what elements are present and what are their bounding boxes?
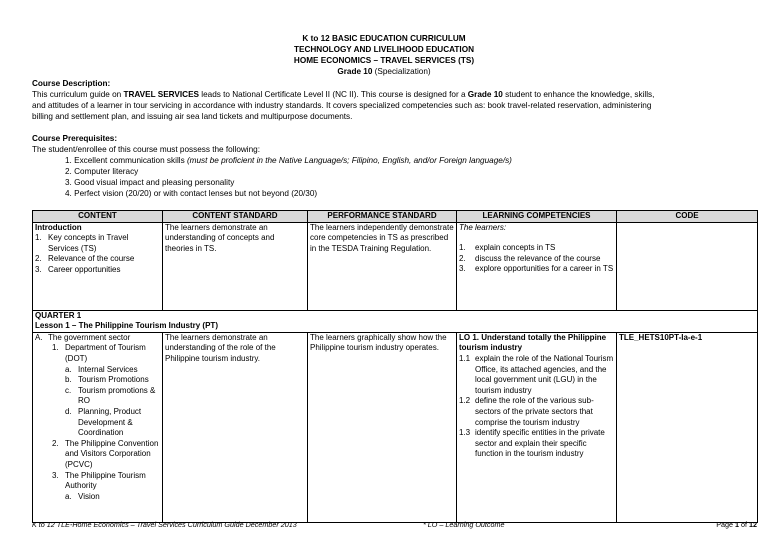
header-performance-standard: PERFORMANCE STANDARD <box>308 211 457 223</box>
lesson1-sub-list <box>52 343 160 502</box>
item-number: 1. <box>35 233 42 243</box>
header-line-3: HOME ECONOMICS – TRAVEL SERVICES (TS) <box>293 56 475 65</box>
total-pages: 12 <box>749 520 757 529</box>
item-text: Tourism Promotions <box>78 375 149 385</box>
item-text: identify specific entities in the private sector and explain their specific function in the tourism industry <box>475 428 605 459</box>
intro-code <box>617 222 758 310</box>
list-item <box>459 428 614 460</box>
course-description-line-3: billing and settlement plan, and issuing air sea land tickets and multipurpose documents. <box>32 112 353 121</box>
list-item <box>35 333 160 503</box>
list-item <box>52 471 160 503</box>
list-item <box>52 343 160 438</box>
list-item <box>65 492 160 503</box>
quarter-label: QUARTER 1 <box>35 310 82 320</box>
intro-title: Introduction <box>35 222 82 232</box>
cd-bold-2: Grade 10 <box>467 90 503 99</box>
list-item <box>459 354 614 396</box>
curriculum-table <box>32 210 758 523</box>
item-text: Career opportunities <box>48 264 121 274</box>
list-item <box>52 439 160 471</box>
lesson1-code: TLE_HETS10PT-Ia-e-1 <box>617 332 758 522</box>
footer-title: K to 12 TLE-Home Economics – Travel Services Curriculum Guide December 2013 <box>32 520 297 529</box>
course-description-heading: Course Description: <box>32 79 111 88</box>
header-grade <box>0 66 768 77</box>
item-text: Key concepts in Travel Services (TS) <box>48 233 129 253</box>
prerequisite-item-4: 4. Perfect vision (20/20) or with contact lenses but not beyond (20/30) <box>65 189 318 198</box>
lesson1-content-list <box>35 333 160 503</box>
intro-lc-list <box>459 243 614 275</box>
lesson-label: Lesson 1 – The Philippine Tourism Industry (PT) <box>35 321 218 331</box>
item-text: discuss the relevance of the course <box>475 253 601 263</box>
page-prefix: Page <box>716 520 735 529</box>
list-item <box>65 365 160 376</box>
document-header <box>0 33 768 77</box>
list-item <box>65 386 160 407</box>
item-number: 3. <box>459 264 466 274</box>
list-item <box>35 254 160 265</box>
footer-legend: * LO – Learning Outcome <box>423 520 505 529</box>
list-item <box>459 243 614 254</box>
page-separator: of <box>739 520 749 529</box>
intro-content-list <box>35 233 160 275</box>
item-number: b. <box>65 375 72 385</box>
item-text: define the role of the various sub-sectors of the private sectors that comprise the tourism industry <box>475 396 594 427</box>
item-number: 1. <box>52 343 59 353</box>
item-text: explain the role of the National Tourism Office, its attached agencies, and the local government unit (LGU) in the tourism industry <box>475 353 614 395</box>
item-number: a. <box>65 364 72 374</box>
prerequisite-item-3: 3. Good visual impact and pleasing personality <box>65 178 235 187</box>
list-item <box>459 396 614 428</box>
intro-performance-standard: The learners independently demonstrate core competencies in TS as prescribed in the TESDA Training Regulation. <box>308 222 457 310</box>
cd-text-2: leads to National Certificate Level II (NC II). This course is designed for a <box>199 90 468 99</box>
prereq-1-text: 1. Excellent communication skills <box>65 156 187 165</box>
item-number: A. <box>35 332 43 342</box>
prerequisite-item-2: 2. Computer literacy <box>65 167 139 176</box>
item-number: 2. <box>35 254 42 264</box>
header-content: CONTENT <box>33 211 163 223</box>
item-number: 3. <box>52 470 59 480</box>
course-description-line-2: and attitudes of a learner in tour servicing in accordance with industry standards. It covers specialized competencies such as: book travel-related reservation, administering <box>32 101 652 110</box>
item-number: 1.3 <box>459 428 471 438</box>
intro-content-standard: The learners demonstrate an understanding of concepts and theories in TS. <box>163 222 308 310</box>
header-code: CODE <box>617 211 758 223</box>
quarter-cell <box>33 310 758 332</box>
header-learning-competencies: LEARNING COMPETENCIES <box>457 211 617 223</box>
item-number: d. <box>65 406 72 416</box>
header-line-2: TECHNOLOGY AND LIVELIHOOD EDUCATION <box>294 45 474 54</box>
cd-text-3: student to enhance the knowledge, skills, <box>502 90 655 99</box>
item-text: Relevance of the course <box>48 254 135 264</box>
table-row-lesson-1 <box>33 332 758 522</box>
learning-outcome-1: LO 1. Understand totally the Philippine tourism industry <box>459 332 607 353</box>
cd-text-1: This curriculum guide on <box>32 90 124 99</box>
item-number: a. <box>65 491 72 501</box>
prerequisite-item-1 <box>65 155 512 166</box>
table-header-row <box>33 211 758 223</box>
header-content-standard: CONTENT STANDARD <box>163 211 308 223</box>
pta-sub-list <box>65 492 160 503</box>
current-page: 1 <box>735 520 739 529</box>
item-number: c. <box>65 385 72 395</box>
lc-intro: The learners: <box>459 222 507 232</box>
lesson1-performance-standard: The learners graphically show how the Philippine tourism industry operates. <box>308 332 457 522</box>
grade-note: (Specialization) <box>374 67 431 76</box>
table-row-quarter <box>33 310 758 332</box>
item-text: explore opportunities for a career in TS <box>475 264 614 274</box>
list-item <box>35 265 160 276</box>
dot-sub-list <box>65 365 160 439</box>
list-item <box>35 233 160 254</box>
list-item <box>65 407 160 439</box>
item-text: explain concepts in TS <box>475 243 556 253</box>
list-item <box>65 375 160 386</box>
lesson1-lc-list <box>459 354 614 460</box>
item-number: 3. <box>35 264 42 274</box>
item-number: 1.1 <box>459 353 471 363</box>
item-text: Planning, Product Development & Coordination <box>78 406 142 438</box>
page-number <box>716 520 757 529</box>
prerequisites-intro: The student/enrollee of this course must possess the following: <box>32 145 261 154</box>
item-text: Vision <box>78 491 100 501</box>
item-text: Tourism promotions & RO <box>78 385 156 406</box>
list-item <box>459 254 614 265</box>
course-description-line-1 <box>32 89 752 100</box>
item-number: 1.2 <box>459 396 471 406</box>
item-number: 2. <box>459 253 466 263</box>
header-line-1: K to 12 BASIC EDUCATION CURRICULUM <box>302 34 466 43</box>
list-item <box>459 264 614 275</box>
lesson1-content-standard: The learners demonstrate an understanding of the role of the Philippine tourism industry. <box>163 332 308 522</box>
item-text: The Philippine Tourism Authority <box>65 470 146 491</box>
intro-content-cell <box>33 222 163 310</box>
item-text: Internal Services <box>78 364 138 374</box>
grade-label: Grade 10 <box>337 67 373 76</box>
item-text: The government sector <box>48 332 131 342</box>
item-text: Department of Tourism (DOT) <box>65 343 146 363</box>
lesson1-learning-competencies <box>457 332 617 522</box>
prerequisites-heading: Course Prerequisites: <box>32 134 118 143</box>
table-row-introduction <box>33 222 758 310</box>
lesson1-content-cell <box>33 332 163 522</box>
intro-learning-competencies <box>457 222 617 310</box>
prereq-1-italic: (must be proficient in the Native Language/s; Filipino, English, and/or Foreign language/s) <box>186 156 512 165</box>
cd-bold-1: TRAVEL SERVICES <box>123 90 199 99</box>
item-number: 1. <box>459 243 466 253</box>
item-number: 2. <box>52 438 59 448</box>
item-text: The Philippine Convention and Visitors Corporation (PCVC) <box>65 438 159 469</box>
